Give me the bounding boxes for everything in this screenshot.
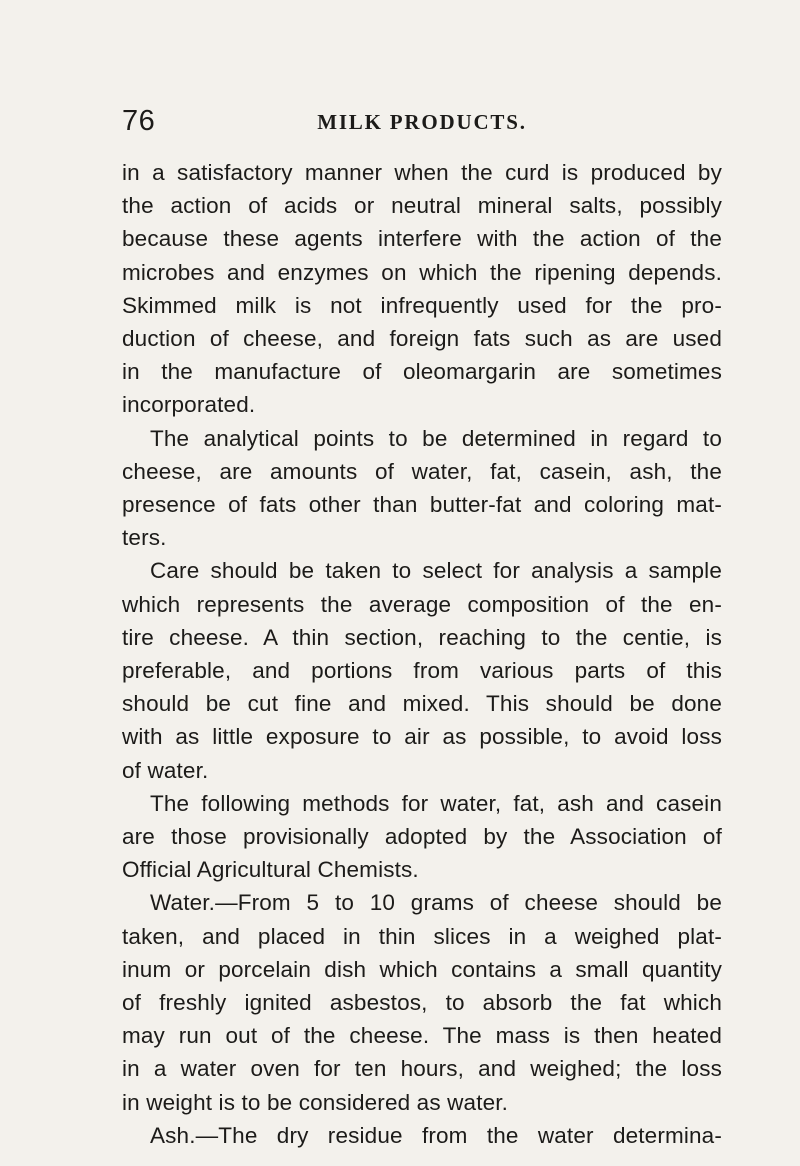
- text-line: preferable, and portions from various parts of this: [122, 658, 722, 683]
- text-line: cheese, are amounts of water, fat, casein, ash, the: [122, 458, 722, 484]
- page-number: 76: [122, 105, 156, 137]
- text-line: in a water oven for ten hours, and weighed; the loss: [122, 1056, 722, 1082]
- text-line: because these agents interfere with the action of the: [122, 226, 722, 252]
- text-line: Skimmed milk is not infrequently used for the pro-: [122, 292, 722, 318]
- text-line: ters.: [122, 525, 167, 551]
- paragraph-first-line: Care should be taken to select for analysis a sample: [150, 558, 722, 584]
- text-line: in weight is to be considered as water.: [122, 1089, 509, 1115]
- text-line: should be cut fine and mixed. This should be done: [122, 691, 722, 717]
- paragraph-first-line: Water.—From 5 to 10 grams of cheese should be: [150, 890, 722, 916]
- text-line: of freshly ignited asbestos, to absorb the fat which: [122, 990, 722, 1015]
- text-line: Official Agricultural Chemists.: [122, 857, 419, 883]
- text-line: of water.: [122, 757, 209, 783]
- paragraph-first-line: The following methods for water, fat, ash and casein: [150, 790, 722, 816]
- paragraph-first-line: The analytical points to be determined in regard to: [150, 425, 722, 451]
- text-line: duction of cheese, and foreign fats such as are used: [122, 326, 722, 351]
- text-line: microbes and enzymes on which the ripening depends.: [122, 259, 722, 285]
- paragraph-first-line: Ash.—The dry residue from the water determina-: [150, 1122, 722, 1148]
- text-line: inum or porcelain dish which contains a small quantity: [122, 956, 722, 982]
- text-line: in the manufacture of oleomargarin are sometimes: [122, 359, 722, 385]
- text-line: taken, and placed in thin slices in a weighed plat-: [122, 923, 722, 949]
- text-line: the action of acids or neutral mineral salts, possibly: [122, 193, 722, 219]
- text-line: with as little exposure to air as possible, to avoid loss: [122, 724, 722, 750]
- text-line: tire cheese. A thin section, reaching to the centie, is: [122, 624, 722, 650]
- running-head: MILK PRODUCTS.: [317, 110, 527, 134]
- text-line: in a satisfactory manner when the curd is produced by: [122, 160, 722, 185]
- text-line: presence of fats other than butter-fat and coloring mat-: [122, 492, 722, 517]
- text-line: are those provisionally adopted by the Association of: [122, 824, 722, 849]
- text-line: may run out of the cheese. The mass is then heated: [122, 1023, 722, 1049]
- text-line: incorporated.: [122, 392, 256, 418]
- text-line: which represents the average composition of the en-: [122, 591, 722, 617]
